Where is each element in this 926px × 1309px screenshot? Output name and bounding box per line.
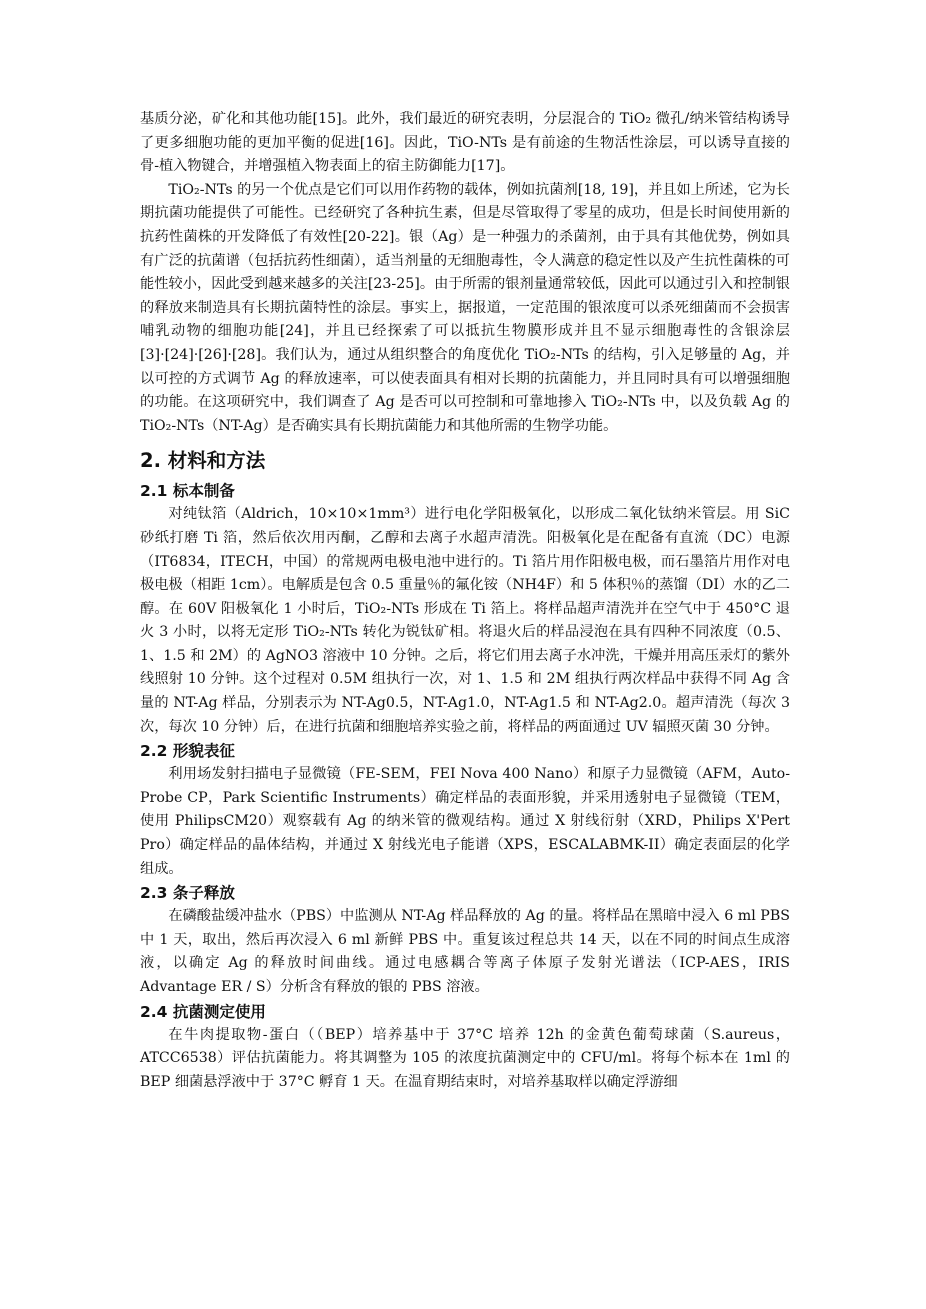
section-heading: 2. 材料和方法 [140,449,266,473]
subsection-heading: 2.4 抗菌测定使用 [140,1002,266,1021]
subsection-heading: 2.1 标本制备 [140,482,235,501]
body-paragraph: 在磷酸盐缓冲盐水（PBS）中监测从 NT-Ag 样品释放的 Ag 的量。将样品在黑暗中浸入 6 ml PBS 中 1 天，取出，然后再次浸入 6 ml 新鲜 PBS 中。重复该过程总共 14 天，以在不同的时间点生成溶液，以确定 Ag 的释放时间曲线。通过电感耦合等离子体原子发射光谱法（ICP-AES，IRIS Advantage ER / S）分析含有释放的银的 PBS 溶液。 [140,908,790,995]
subsection-heading: 2.2 形貌表征 [140,742,235,761]
body-paragraph: 在牛肉提取物-蛋白（（BEP）培养基中于 37°C 培养 12h 的金黄色葡萄球菌（S.aureus，ATCC6538）评估抗菌能力。将其调整为 105 的浓度抗菌测定中的 CFU/ml。将每个标本在 1ml 的 BEP 细菌悬浮液中于 37°C 孵育 1 天。在温育期结束时，对培养基取样以确定浮游细 [140,1026,790,1090]
subsection-heading: 2.3 条子释放 [140,884,235,903]
paper-page [140,108,790,1094]
body-paragraph: 基质分泌，矿化和其他功能[15]。此外，我们最近的研究表明，分层混合的 TiO₂ 微孔/纳米管结构诱导了更多细胞功能的更加平衡的促进[16]。因此，TiO-NTs 是有前途的生物活性涂层，可以诱导直接的骨-植入物键合，并增强植入物表面上的宿主防御能力[17]。 [140,111,790,175]
body-paragraph: 对纯钛箔（Aldrich，10×10×1mm³）进行电化学阳极氧化，以形成二氧化钛纳米管层。用 SiC 砂纸打磨 Ti 箔，然后依次用丙酮，乙醇和去离子水超声清洗。阳极氧化是在配备有直流（DC）电源（IT6834，ITECH，中国）的常规两电极电池中进行的。Ti 箔片用作阳极电极，而石墨箔片用作对电极电极（相距 1cm）。电解质是包含 0.5 重量％的氟化铵（NH4F）和 5 体积％的蒸馏（DI）水的乙二醇。在 60V 阳极氧化 1 小时后，TiO₂-NTs 形成在 Ti 箔上。将样品超声清洗并在空气中于 450°C 退火 3 小时，以将无定形 TiO₂-NTs 转化为锐钛矿相。将退火后的样品浸泡在具有四种不同浓度（0.5、1、1.5 和 2M）的 AgNO3 溶液中 10 分钟。之后，将它们用去离子水冲洗，干燥并用高压汞灯的紫外线照射 10 分钟。这个过程对 0.5M 组执行一次，对 1、1.5 和 2M 组执行两次样品中获得不同 Ag 含量的 NT-Ag 样品，分别表示为 NT-Ag0.5，NT-Ag1.0，NT-Ag1.5 和 NT-Ag2.0。超声清洗（每次 3 次，每次 10 分钟）后，在进行抗菌和细胞培养实验之前，将样品的两面通过 UV 辐照灭菌 30 分钟。 [140,506,790,735]
body-paragraph: TiO₂-NTs 的另一个优点是它们可以用作药物的载体，例如抗菌剂[18, 19]，并且如上所述，它为长期抗菌功能提供了可能性。已经研究了各种抗生素，但是尽管取得了零星的成功，但是长时间使用新的抗药性菌株的开发降低了有效性[20-22]。银（Ag）是一种强力的杀菌剂，由于具有其他优势，例如具有广泛的抗菌谱（包括抗药性细菌），适当剂量的无细胞毒性，令人满意的稳定性以及产生抗性菌株的可能性较小，因此受到越来越多的关注[23-25]。由于所需的银剂量通常较低，因此可以通过引入和控制银的释放来制造具有长期抗菌特性的涂层。事实上，据报道，一定范围的银浓度可以杀死细菌而不会损害哺乳动物的细胞功能[24]，并且已经探索了可以抵抗生物膜形成并且不显示细胞毒性的含银涂层[3]·[24]·[26]·[28]。我们认为，通过从组织整合的角度优化 TiO₂-NTs 的结构，引入足够量的 Ag，并以可控的方式调节 Ag 的释放速率，可以使表面具有相对长期的抗菌能力，并且同时具有可以增强细胞的功能。在这项研究中，我们调查了 Ag 是否可以可控制和可靠地掺入 TiO₂-NTs 中，以及负载 Ag 的 TiO₂-NTs（NT-Ag）是否确实具有长期抗菌能力和其他所需的生物学功能。 [140,181,790,434]
body-paragraph: 利用场发射扫描电子显微镜（FE-SEM，FEI Nova 400 Nano）和原子力显微镜（AFM，Auto-Probe CP，Park Scientific Instruments）确定样品的表面形貌，并采用透射电子显微镜（TEM，使用 PhilipsCM20）观察载有 Ag 的纳米管的微观结构。通过 X 射线衍射（XRD，Philips X'Pert Pro）确定样品的晶体结构，并通过 X 射线光电子能谱（XPS，ESCALABMK-II）确定表面层的化学组成。 [140,766,790,877]
